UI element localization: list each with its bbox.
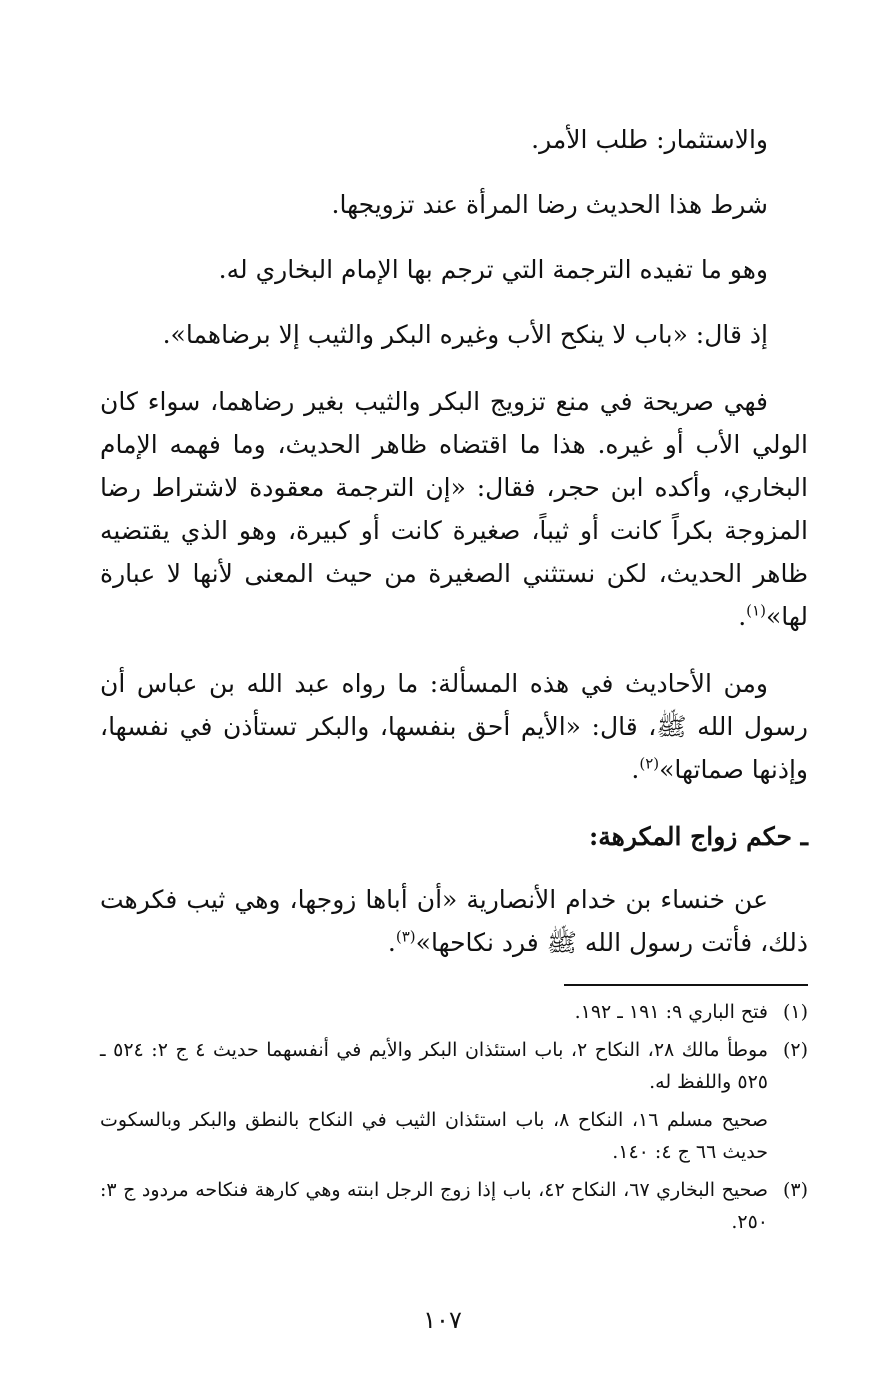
paragraph-5-end: . xyxy=(738,602,747,631)
paragraph-7 xyxy=(100,878,808,964)
paragraph-7-end: . xyxy=(387,928,396,957)
footnote-ref-3: (٣) xyxy=(395,927,416,946)
paragraph-1: والاستثمار: طلب الأمر. xyxy=(531,125,768,154)
page-body xyxy=(100,118,808,1244)
paragraph-7-text: عن خنساء بن خدام الأنصارية «أن أباها زوجها، وهي ثيب فكرهت ذلك، فأتت رسول الله ﷺ فرد نكاحها» xyxy=(100,885,808,957)
section-heading: ـ حكم زواج المكرهة: xyxy=(589,822,808,851)
footnote-ref-2: (٢) xyxy=(639,754,660,773)
footnotes xyxy=(100,996,808,1238)
paragraph-5 xyxy=(100,380,808,638)
footnote-number: (١) xyxy=(782,1001,808,1023)
paragraph-2: شرط هذا الحديث رضا المرأة عند تزويجها. xyxy=(331,190,768,219)
footnote-2 xyxy=(100,1034,808,1098)
footnote-ref-1: (١) xyxy=(746,601,766,620)
paragraph-5-text: فهي صريحة في منع تزويج البكر والثيب بغير رضاهما، سواء كان الولي الأب أو غيره. هذا ما اقتضاه ظاهر الحديث، وما فهمه الإمام البخاري، وأكده ابن حجر، فقال: «إن الترجمة معقودة لاشتراط رضا المزوجة بكراً كانت أو ثيباً، صغيرة كانت أو كبيرة، وهو الذي يقتضيه ظاهر الحديث، لكن نستثني الصغيرة من حيث المعنى لأنها لا عبارة لها» xyxy=(100,387,808,631)
paragraph-4: إذ قال: «باب لا ينكح الأب وغيره البكر والثيب إلا برضاهما». xyxy=(162,320,768,349)
footnote-1 xyxy=(100,996,808,1028)
footnote-number: (٢) xyxy=(782,1039,808,1061)
paragraph-3: وهو ما تفيده الترجمة التي ترجم بها الإمام البخاري له. xyxy=(218,255,768,284)
footnote-text: موطأ مالك ٢٨، النكاح ٢، باب استئذان البكر والأيم في أنفسهما حديث ٤ ج ٢: ٥٢٤ ـ ٥٢٥ واللفظ له. xyxy=(100,1039,769,1093)
paragraph-6 xyxy=(100,662,808,791)
paragraph-6-text: ومن الأحاديث في هذه المسألة: ما رواه عبد الله بن عباس أن رسول الله ﷺ، قال: «الأيم أحق بنفسها، والبكر تستأذن في نفسها، وإذنها صماتها» xyxy=(100,669,808,784)
footnote-text: صحيح مسلم ١٦، النكاح ٨، باب استئذان الثيب في النكاح بالنطق والبكر وبالسكوت حديث ٦٦ ج ٤: ١٤٠. xyxy=(100,1109,768,1163)
footnote-2-continued xyxy=(100,1104,808,1168)
footnote-number: (٣) xyxy=(782,1179,808,1201)
page-number: ١٠٧ xyxy=(423,1306,462,1334)
footnote-3 xyxy=(100,1174,808,1238)
paragraph-6-end: . xyxy=(631,755,640,784)
footnote-text: فتح الباري ٩: ١٩١ ـ ١٩٢. xyxy=(574,1001,768,1023)
footnote-divider xyxy=(564,984,808,986)
footnote-text: صحيح البخاري ٦٧، النكاح ٤٢، باب إذا زوج الرجل ابنته وهي كارهة فنكاحه مردود ج ٣: ٢٥٠. xyxy=(100,1179,768,1233)
